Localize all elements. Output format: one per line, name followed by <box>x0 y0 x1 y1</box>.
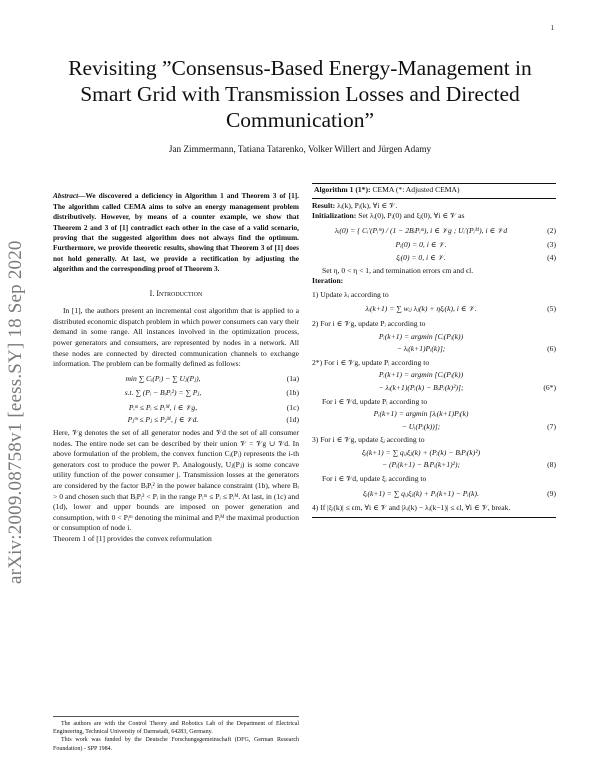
equation-number: (9) <box>547 488 556 498</box>
step-2-consumers: For i ∈ 𝒱d, update Pᵢ according to <box>322 396 428 406</box>
abstract <box>53 191 299 274</box>
equation-number: (6*) <box>543 382 556 392</box>
equation-number: (3) <box>547 240 556 250</box>
left-column <box>53 184 299 545</box>
equation-5 <box>312 304 556 315</box>
footnotes <box>53 716 299 753</box>
equation-body: Pᵢᵐ ≤ Pᵢ ≤ Pᵢᴹ, i ∈ 𝒱g, <box>128 402 198 412</box>
equation-2 <box>312 226 556 237</box>
algorithm-mark: (1*): <box>355 185 371 194</box>
equation-4 <box>312 253 556 264</box>
equation-body: λᵢ(k+1) = ∑ wᵢⱼ λⱼ(k) + ηξᵢ(k), i ∈ 𝒱. <box>365 304 477 314</box>
equation-body: − λᵢ(k+1)Pᵢ(k)]; <box>396 344 446 354</box>
equation-body: ξᵢ(k+1) = ∑ qᵢⱼξⱼ(k) + Pᵢ(k+1) − Pᵢ(k). <box>363 488 479 498</box>
abstract-text: —We discovered a deficiency in Algorithm 1 and Theorem 3 of [1]. The algorithm called CEMA aims to solve an energy management problem distributively. However, by means of a counter example, we show that Theorem 2 and 3 of [1] contradict each other in the case of a valid scenario, proving that the suggested algorithm does not always find the optimum. Furthermore, we provide theoretic results, showing that Theorem 3 of [1] does not hold generally. At last, we provide a rectification by adjusting the algorithm and the corresponding proof of Theorem 3. <box>53 191 299 274</box>
algorithm-name: CEMA (*: Adjusted CEMA) <box>372 185 460 194</box>
equation-body: − Uᵢ(Pᵢ(k))]; <box>401 421 441 431</box>
equation-number: (2) <box>547 225 556 235</box>
equation-body: Pᵢ(k+1) = argmin [Cᵢ(Pᵢ(k)) <box>378 331 464 341</box>
equation-9 <box>312 489 556 500</box>
equation-body: Pᵢ(k+1) = argmin [λᵢ(k+1)Pᵢ(k) <box>373 409 469 419</box>
equation-1a <box>53 374 299 385</box>
result-text: λᵢ(k), Pᵢ(k), ∀i ∈ 𝒱. <box>337 200 398 210</box>
equation-8-line2 <box>312 460 556 471</box>
equation-3 <box>312 240 556 251</box>
equation-1b <box>53 388 299 399</box>
step-4: 4) If |ξᵢ(k)| ≤ ϵm, ∀i ∈ 𝒱 and |λᵢ(k) − λᵢ(k−1)| ≤ ϵl, ∀i ∈ 𝒱, break. <box>312 503 511 513</box>
equation-body: − (Pᵢ(k+1) − BᵢPᵢ(k+1)²); <box>381 460 461 470</box>
algorithm-init <box>312 211 556 222</box>
equation-body: Pᵢ(k+1) = argmin [Cᵢ(Pᵢ(k)) <box>378 370 464 380</box>
equation-1c <box>53 403 299 414</box>
equation-number: (6) <box>547 344 556 354</box>
init-label: Initialization: <box>312 211 357 221</box>
iteration-label <box>312 276 556 287</box>
equation-body: λᵢ(0) = { Cᵢ′(Pᵢᵐ) / (1 − 2BᵢPᵢᵐ), i ∈ 𝒱g ; Uᵢ′(Pᵢᴹ), i ∈ 𝒱d <box>334 225 508 235</box>
step-1: 1) Update λᵢ according to <box>312 289 389 299</box>
equation-number: (1d) <box>286 415 299 425</box>
equation-body: s.t. ∑ (Pᵢ − BᵢPᵢ²) = ∑ Pⱼ, <box>124 388 202 398</box>
equation-body: min ∑ Cᵢ(Pᵢ) − ∑ Uⱼ(Pⱼ), <box>125 373 201 383</box>
algorithm-header <box>312 183 556 199</box>
algorithm-label: Algorithm 1 <box>314 185 354 194</box>
algorithm-result <box>312 201 556 212</box>
equation-7-line2 <box>312 422 556 433</box>
equation-body: ξᵢ(0) = 0, i ∈ 𝒱. <box>396 252 446 262</box>
algorithm-bottom-rule <box>312 517 556 518</box>
intro-paragraph-1: In [1], the authors present an incremental cost algorithm that is applied to a distributed economic dispatch problem in which power consumers can vary their demand in some range. All instances involved in the optimization process, power generators and consumers, are represented by nodes in a network. All these nodes are connected by directed communication channels to exchange information. The problem can be formally defined as follows: <box>53 306 299 369</box>
footnote-funding: This work was funded by the Deutsche Forschungsgemeinschaft (DFG, German Research Foundation) - SPP 1984. <box>53 737 299 752</box>
footnote-affiliation: The authors are with the Control Theory and Robotics Lab of the Department of Electrical Engineering, Technical University of Darmstadt, 64283, Germany. <box>53 721 299 736</box>
equation-8-line1 <box>312 448 556 459</box>
intro-paragraph-3: Theorem 1 of [1] provides the convex reformulation <box>53 534 212 544</box>
equation-1d <box>53 415 299 426</box>
step-3: 3) For i ∈ 𝒱g, update ξᵢ according to <box>312 435 425 445</box>
author-list: Jan Zimmermann, Tatiana Tatarenko, Volker Willert and Jürgen Adamy <box>168 144 432 154</box>
equation-body: Pⱼᵐ ≤ Pⱼ ≤ Pⱼᴹ, j ∈ 𝒱d. <box>127 415 199 425</box>
section-heading: I. Introduction <box>149 288 203 298</box>
equation-number: (1b) <box>286 388 299 398</box>
equation-number: (1c) <box>286 402 299 412</box>
equation-6star-line2 <box>312 383 556 394</box>
equation-body: Pᵢ(0) = 0, i ∈ 𝒱. <box>395 240 447 250</box>
paper-title: Revisiting ”Consensus-Based Energy-Management in Smart Grid with Transmission Losses and Directed Communication” <box>68 56 532 132</box>
result-label: Result: <box>312 200 336 210</box>
equation-6star-line1 <box>312 370 556 381</box>
step-2: 2) For i ∈ 𝒱g, update Pᵢ according to <box>312 318 426 328</box>
equation-number: (4) <box>547 252 556 262</box>
arxiv-stamp: arXiv:2009.08758v1 [eess.SY] 18 Sep 2020 <box>5 240 26 584</box>
step-3-consumers: For i ∈ 𝒱d, update ξᵢ according to <box>322 474 427 484</box>
equation-number: (5) <box>547 304 556 314</box>
equation-number: (1a) <box>286 373 299 383</box>
step-2-star: 2*) For i ∈ 𝒱g, update Pᵢ according to <box>312 357 430 367</box>
page-number: 1 <box>550 24 554 32</box>
intro-paragraph-2: Here, 𝒱g denotes the set of all generator nodes and 𝒱d the set of all consumer nodes. The entire node set can be described by their union 𝒱 = 𝒱g ∪ 𝒱d. In above formulation of the problem, the convex function Cᵢ(Pᵢ) represents the i-th generators cost to produce the power Pᵢ. Analogously, Uⱼ(Pⱼ) is some concave utility function of the power consumer j. Transmission losses at the generators are considered by the factor BᵢPᵢ² in the power balance constraint (1b), where Bᵢ > 0 and chosen such that BᵢPᵢ² < Pᵢ in the range Pᵢᵐ ≤ Pᵢ ≤ Pᵢᴹ. At last, in (1c) and (1d), lower and upper bounds are imposed on power generation and consumption, with 0 < Pᵢᵐ denoting the minimal and Pᵢᴹ the maximal production or consumption of node i. <box>53 428 299 533</box>
equation-6-line2 <box>312 344 556 355</box>
equation-number: (8) <box>547 460 556 470</box>
abstract-lead: Abstract <box>53 191 79 201</box>
equation-body: ξᵢ(k+1) = ∑ qᵢⱼξⱼ(k) + (Pᵢ(k) − BᵢPᵢ(k)²) <box>361 447 481 457</box>
parameter-line: Set η, 0 < η < 1, and termination errors ϵm and ϵl. <box>322 265 474 275</box>
algorithm-box <box>312 183 556 518</box>
iteration-text: Iteration: <box>312 276 344 286</box>
equation-7-line1 <box>312 409 556 420</box>
equation-6-line1 <box>312 332 556 343</box>
equation-number: (7) <box>547 421 556 431</box>
init-text: Set λᵢ(0), Pᵢ(0) and ξᵢ(0), ∀i ∈ 𝒱 as <box>358 211 465 221</box>
equation-body: − λᵢ(k+1)(Pᵢ(k) − BᵢPᵢ(k)²)]; <box>378 382 464 392</box>
